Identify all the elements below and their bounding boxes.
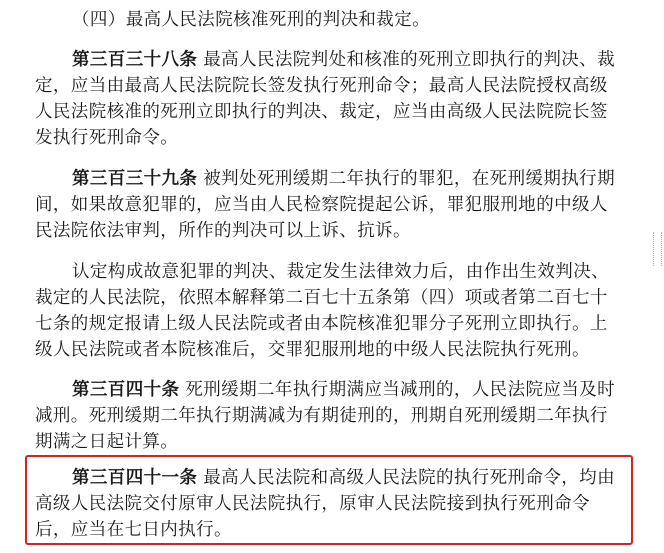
article-340-title: 第三百四十条 xyxy=(72,380,180,400)
article-339-line-1 xyxy=(72,168,615,190)
article-341-line-3: 后，应当在七日内执行。 xyxy=(35,520,232,540)
intro-line: （四）最高人民法院核准死刑的判决和裁定。 xyxy=(72,10,430,30)
article-339-text-1: 被判处死刑缓期二年执行的罪犯，在死刑缓期执行期 xyxy=(197,169,615,189)
article-338-line-3: 人民法院核准的死刑立即执行的判决、裁定，应当由高级人民法院院长签 xyxy=(35,102,608,122)
article-339-title: 第三百三十九条 xyxy=(72,169,198,189)
paragraph-line-4: 级人民法院或者本院核准后，交罪犯服刑地的中级人民法院执行死刑。 xyxy=(35,340,590,360)
article-338-line-1 xyxy=(72,49,615,71)
article-341-text-1: 最高人民法院和高级人民法院的执行死刑命令，均由 xyxy=(197,468,615,488)
article-339-line-3: 民法院依法审判，所作的判决可以上诉、抗诉。 xyxy=(35,221,411,241)
article-340-text-1: 死刑缓期二年执行期满应当减刑的，人民法院应当及时 xyxy=(179,380,615,400)
article-338-text-1: 最高人民法院判处和核准的死刑立即执行的判决、裁 xyxy=(197,50,615,70)
paragraph-line-1: 认定构成故意犯罪的判决、裁定发生法律效力后，由作出生效判决、 xyxy=(72,262,609,282)
edge-marker xyxy=(653,232,662,266)
article-340-line-2: 减刑。死刑缓期二年执行期满减为有期徒刑的，刑期自死刑缓期二年执行 xyxy=(35,406,608,426)
article-341-title: 第三百四十一条 xyxy=(72,468,198,488)
article-338-line-2: 定，应当由最高人民法院院长签发执行死刑命令；最高人民法院授权高级 xyxy=(35,76,608,96)
paragraph-line-3: 七条的规定报请上级人民法院或者由本院核准犯罪分子死刑立即执行。上 xyxy=(35,314,608,334)
article-341-line-1 xyxy=(72,467,615,489)
paragraph-line-2: 裁定的人民法院，依照本解释第二百七十五条第（四）项或者第二百七十 xyxy=(35,288,608,308)
article-340-line-3: 期满之日起计算。 xyxy=(35,432,179,452)
article-338-line-4: 发执行死刑命令。 xyxy=(35,128,179,148)
article-339-line-2: 间，如果故意犯罪的，应当由人民检察院提起公诉，罪犯服刑地的中级人 xyxy=(35,195,608,215)
article-341-line-2: 高级人民法院交付原审人民法院执行，原审人民法院接到执行死刑命令 xyxy=(35,494,590,514)
article-340-line-1 xyxy=(72,379,615,401)
article-338-title: 第三百三十八条 xyxy=(72,50,198,70)
